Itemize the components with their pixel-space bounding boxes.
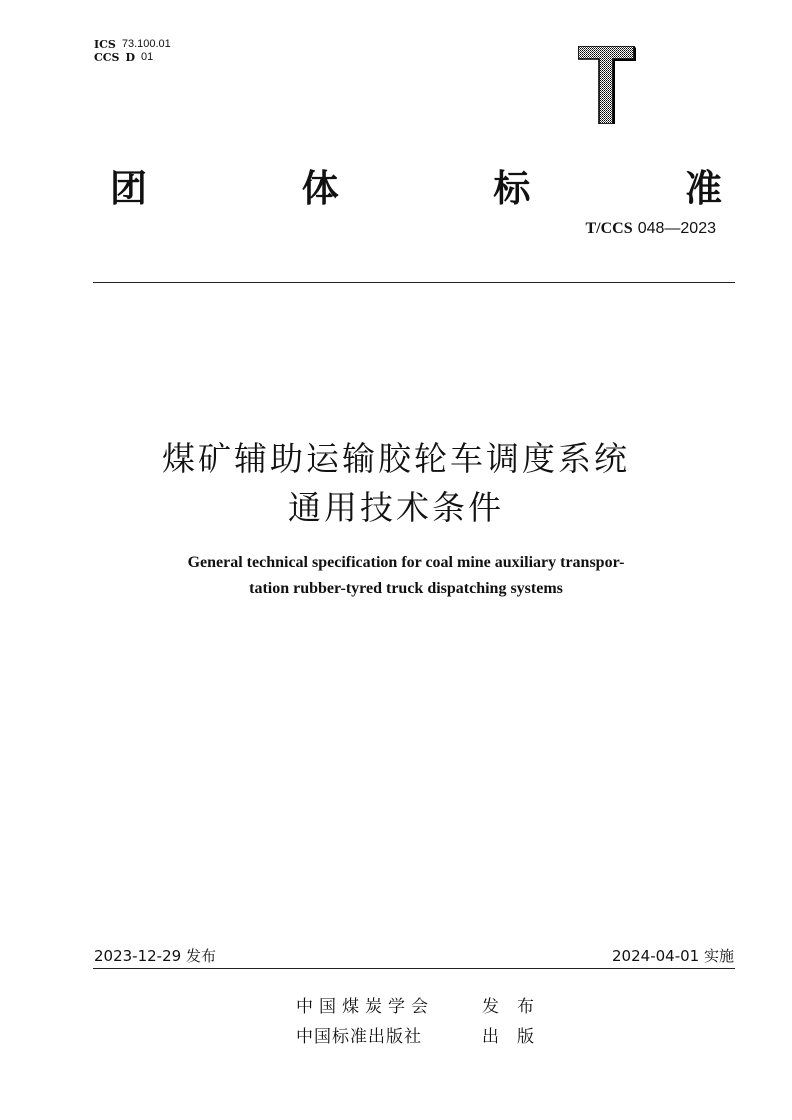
standard-type-heading: [110, 158, 722, 212]
publisher-action: 出版: [482, 1027, 552, 1047]
standard-type-char-1: 团: [110, 167, 147, 210]
standard-type-char-3: 标: [493, 167, 531, 210]
header-divider: [93, 282, 735, 283]
title-zh-line-1: 煤矿辅助运输胶轮车调度系统: [162, 439, 630, 478]
ccs-value: 01: [141, 51, 154, 63]
standard-number-prefix: T/CCS: [585, 220, 633, 237]
standard-number: [585, 218, 716, 238]
title-en-line-2: tation rubber-tyred truck dispatching systems: [249, 580, 563, 597]
ccs-row: [94, 51, 171, 64]
effective-date: 2024-04-01: [612, 947, 700, 965]
group-standard-t-logo: [578, 46, 636, 124]
publisher-action: 发布: [482, 997, 552, 1017]
ccs-code: D: [125, 51, 136, 64]
publisher-name: 中国标准出版社: [296, 1027, 422, 1047]
title-zh-line-2: 通用技术条件: [288, 488, 504, 527]
publisher-row: [296, 1022, 552, 1047]
issue-date: 2023-12-29: [94, 947, 182, 965]
footer-divider: [93, 968, 735, 969]
classification-block: [94, 38, 171, 64]
ccs-label: CCS: [94, 51, 120, 64]
publisher-row: [296, 992, 552, 1017]
ics-value: 73.100.01: [121, 38, 171, 50]
issue-label: 发布: [185, 947, 216, 965]
standard-number-value: 048—2023: [637, 220, 716, 237]
ics-row: [94, 38, 171, 51]
effective-date-block: [612, 945, 734, 966]
standard-type-char-4: 准: [684, 167, 722, 210]
publisher-name: 中国煤炭学会: [296, 997, 434, 1017]
effective-label: 实施: [703, 947, 734, 965]
standard-type-char-2: 体: [301, 167, 339, 210]
title-en-line-1: General technical specification for coal mine auxiliary transpor-: [187, 554, 625, 571]
issue-date-block: [94, 945, 216, 966]
ics-label: ICS: [94, 38, 116, 51]
